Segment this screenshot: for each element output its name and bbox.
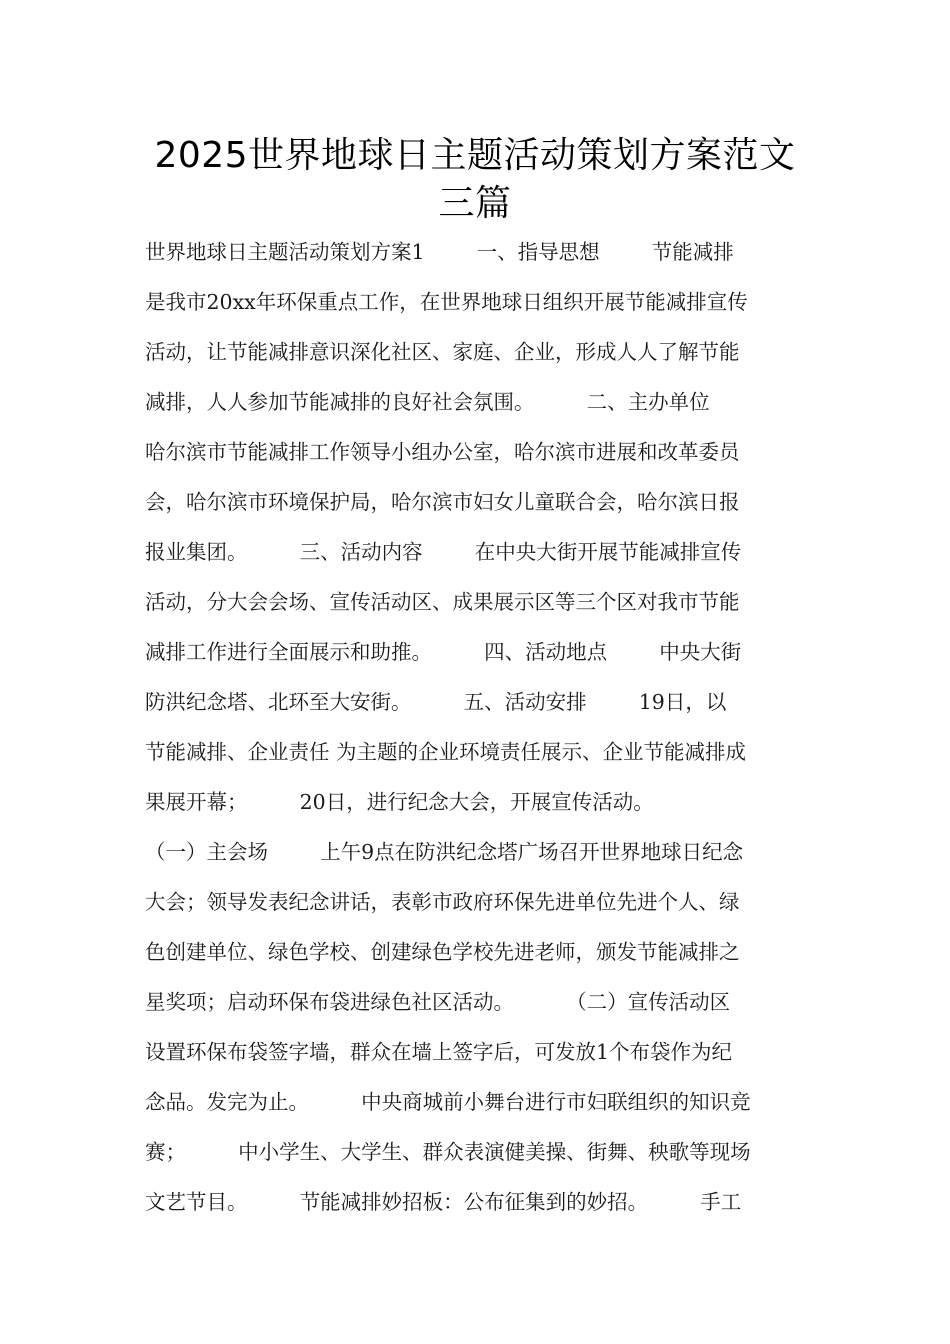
body-line: 活动，让节能减排意识深化社区、家庭、企业，形成人人了解节能 — [145, 340, 740, 364]
body-line: （一）主会场 上午9点在防洪纪念塔广场召开世界地球日纪念 — [145, 840, 744, 864]
title-line-2: 三篇 — [438, 183, 512, 224]
document-title — [120, 132, 830, 228]
body-line: 大会；领导发表纪念讲话，表彰市政府环保先进单位先进个人、绿 — [145, 890, 740, 914]
title-line-1: 2025世界地球日主题活动策划方案范文 — [154, 135, 796, 176]
body-line: 报业集团。 三、活动内容 在中央大街开展节能减排宣传 — [145, 540, 742, 564]
body-line: 念品。发完为止。 中央商城前小舞台进行市妇联组织的知识竞 — [145, 1090, 751, 1114]
body-line: 活动，分大会会场、宣传活动区、成果展示区等三个区对我市节能 — [145, 590, 740, 614]
body-line: 世界地球日主题活动策划方案1 一、指导思想 节能减排 — [145, 240, 734, 264]
body-line: 减排工作进行全面展示和助推。 四、活动地点 中央大街 — [145, 640, 742, 664]
body-line: 防洪纪念塔、北环至大安街。 五、活动安排 19日，以 — [145, 690, 727, 714]
body-line: 星奖项；启动环保布袋进绿色社区活动。 （二）宣传活动区 — [145, 990, 731, 1014]
body-line: 果展开幕； 20日，进行纪念大会，开展宣传活动。 — [145, 790, 654, 814]
body-line: 会，哈尔滨市环境保护局，哈尔滨市妇女儿童联合会，哈尔滨日报 — [145, 490, 740, 514]
body-line: 哈尔滨市节能减排工作领导小组办公室，哈尔滨市进展和改革委员 — [145, 440, 740, 464]
body-line: 节能减排、企业责任 为主题的企业环境责任展示、企业节能减排成 — [145, 740, 747, 764]
document-body — [145, 227, 807, 1227]
body-line: 文艺节目。 节能减排妙招板：公布征集到的妙招。 手工 — [145, 1190, 742, 1214]
body-line: 色创建单位、绿色学校、创建绿色学校先进老师，颁发节能减排之 — [145, 940, 740, 964]
body-line: 设置环保布袋签字墙，群众在墙上签字后，可发放1个布袋作为纪 — [145, 1040, 733, 1064]
body-line: 减排，人人参加节能减排的良好社会氛围。 二、主办单位 — [145, 390, 710, 414]
body-line: 是我市20xx年环保重点工作，在世界地球日组织开展节能减排宣传 — [145, 290, 748, 314]
body-line: 赛； 中小学生、大学生、群众表演健美操、街舞、秧歌等现场 — [145, 1140, 751, 1164]
